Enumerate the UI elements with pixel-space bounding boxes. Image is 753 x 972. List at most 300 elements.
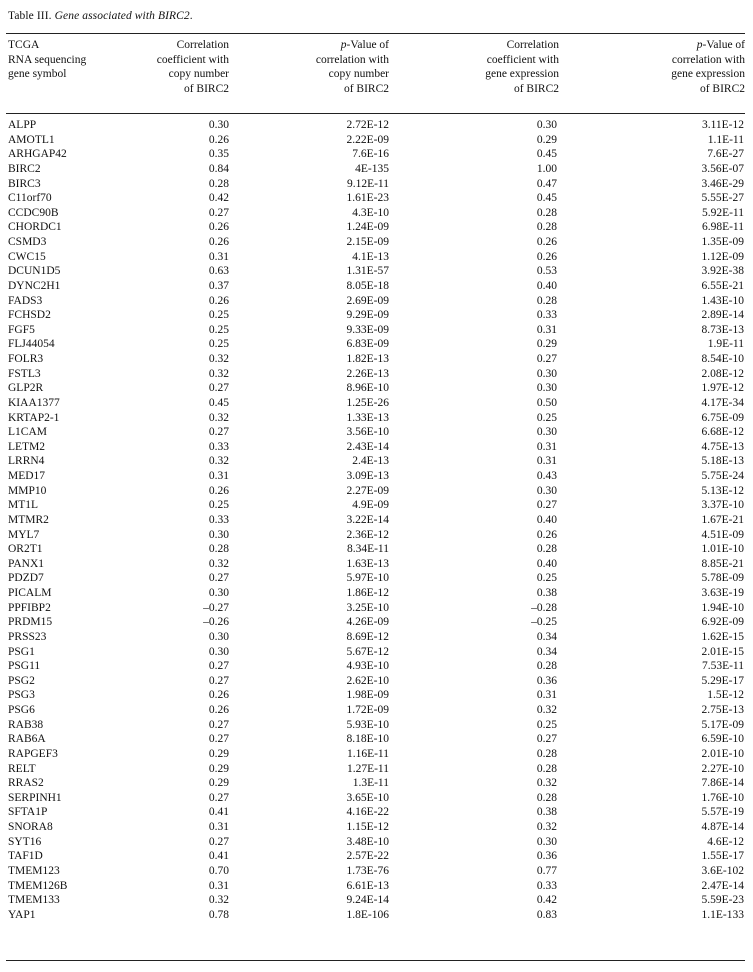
gene-symbol-cell: RELT bbox=[8, 762, 36, 775]
pvalue-gene-expression-cell: 6.92E-09 bbox=[701, 616, 744, 629]
gene-symbol-cell: LETM2 bbox=[8, 440, 46, 453]
corr-gene-expression-cell: 0.25 bbox=[536, 411, 557, 424]
pvalue-copy-number-cell: 2.15E-09 bbox=[346, 236, 389, 248]
corr-copy-number-cell bbox=[126, 381, 229, 396]
corr-copy-number-cell bbox=[126, 323, 229, 338]
pvalue-gene-expression-cell: 7.53E-11 bbox=[701, 660, 744, 673]
gene-symbol-cell: L1CAM bbox=[8, 426, 47, 439]
corr-copy-number-cell bbox=[126, 294, 229, 309]
gene-symbol-cell: TMEM133 bbox=[8, 894, 60, 907]
table-row bbox=[6, 835, 745, 850]
corr-copy-number-value: 0.27 bbox=[208, 835, 229, 848]
pvalue-copy-number-cell: 3.56E-10 bbox=[346, 426, 389, 439]
pvalue-gene-expression-cell: 3.37E-10 bbox=[701, 499, 744, 512]
pvalue-copy-number-cell: 1.61E-23 bbox=[346, 192, 389, 205]
table-row bbox=[6, 879, 745, 894]
table-row bbox=[6, 528, 745, 543]
corr-copy-number-cell bbox=[126, 162, 229, 177]
table-row bbox=[6, 308, 745, 323]
corr-copy-number-value: 0.26 bbox=[208, 133, 229, 146]
pvalue-copy-number-cell: 1.31E-57 bbox=[346, 265, 389, 278]
corr-gene-expression-cell: 0.40 bbox=[536, 513, 557, 526]
corr-copy-number-value: 0.27 bbox=[208, 426, 229, 439]
corr-copy-number-value: 0.26 bbox=[208, 689, 229, 702]
corr-copy-number-value: 0.29 bbox=[208, 762, 229, 775]
table-row bbox=[6, 674, 745, 689]
pvalue-copy-number-cell: 3.22E-14 bbox=[346, 513, 389, 526]
pvalue-gene-expression-cell: 6.59E-10 bbox=[701, 733, 744, 746]
table-row bbox=[6, 352, 745, 367]
gene-symbol-cell: FADS3 bbox=[8, 294, 43, 307]
corr-gene-expression-cell: 0.26 bbox=[536, 236, 557, 248]
table-row bbox=[6, 440, 745, 455]
caption-end: . bbox=[189, 10, 193, 22]
header-pvalue-copy-number: p-Value of correlation with copy number of BIRC2 bbox=[315, 39, 389, 95]
corr-copy-number-value: 0.27 bbox=[208, 660, 229, 673]
corr-copy-number-value: 0.70 bbox=[208, 864, 229, 877]
corr-copy-number-value: 0.29 bbox=[208, 777, 229, 790]
pvalue-copy-number-cell: 4.1E-13 bbox=[352, 250, 389, 263]
gene-symbol-cell: BIRC2 bbox=[8, 162, 41, 175]
corr-copy-number-cell bbox=[126, 718, 229, 733]
gene-symbol-cell: FSTL3 bbox=[8, 367, 41, 380]
gene-table bbox=[6, 38, 745, 922]
pvalue-gene-expression-cell: 7.86E-14 bbox=[701, 777, 744, 790]
bottom-rule bbox=[6, 960, 745, 961]
pvalue-copy-number-cell: 4.9E-09 bbox=[352, 499, 389, 512]
corr-copy-number-cell bbox=[126, 820, 229, 835]
corr-copy-number-value: 0.63 bbox=[208, 265, 229, 278]
corr-copy-number-cell bbox=[126, 250, 229, 265]
corr-copy-number-cell bbox=[126, 425, 229, 440]
table-row bbox=[6, 908, 745, 923]
table-row bbox=[6, 718, 745, 733]
corr-copy-number-value: 0.25 bbox=[208, 338, 229, 351]
corr-copy-number-value: 0.27 bbox=[208, 382, 229, 395]
corr-copy-number-value: 0.41 bbox=[208, 850, 229, 863]
pvalue-copy-number-cell: 2.4E-13 bbox=[352, 455, 389, 468]
pvalue-copy-number-cell: 4E-135 bbox=[355, 162, 389, 175]
corr-gene-expression-cell: 0.28 bbox=[536, 762, 557, 775]
table-row bbox=[6, 381, 745, 396]
table-row bbox=[6, 557, 745, 572]
pvalue-copy-number-cell: 8.05E-18 bbox=[346, 279, 389, 292]
table-row bbox=[6, 177, 745, 192]
corr-copy-number-cell bbox=[126, 308, 229, 323]
corr-gene-expression-cell: 0.29 bbox=[536, 133, 557, 146]
pvalue-gene-expression-cell: 5.57E-19 bbox=[701, 806, 744, 819]
gene-symbol-cell: PSG11 bbox=[8, 660, 41, 673]
corr-copy-number-cell bbox=[126, 791, 229, 806]
corr-copy-number-value: 0.27 bbox=[208, 791, 229, 804]
corr-gene-expression-cell: 0.27 bbox=[536, 499, 557, 512]
corr-copy-number-value: 0.27 bbox=[208, 206, 229, 219]
pvalue-gene-expression-cell: 1.1E-133 bbox=[701, 908, 744, 921]
corr-copy-number-value: 0.32 bbox=[208, 367, 229, 380]
corr-copy-number-value: 0.29 bbox=[208, 747, 229, 760]
gene-symbol-cell: PDZD7 bbox=[8, 572, 44, 585]
pvalue-gene-expression-cell: 3.63E-19 bbox=[701, 587, 744, 599]
pvalue-copy-number-cell: 1.24E-09 bbox=[346, 221, 389, 234]
gene-symbol-cell: KRTAP2-1 bbox=[8, 411, 60, 424]
corr-copy-number-value: 0.25 bbox=[208, 309, 229, 322]
table-row bbox=[6, 220, 745, 235]
pvalue-gene-expression-cell: 1.97E-12 bbox=[701, 382, 744, 395]
gene-symbol-cell: SYT16 bbox=[8, 835, 42, 848]
corr-gene-expression-cell: 0.45 bbox=[536, 192, 557, 205]
corr-copy-number-value: 0.25 bbox=[208, 499, 229, 512]
corr-copy-number-cell bbox=[126, 703, 229, 718]
gene-symbol-cell: FGF5 bbox=[8, 323, 35, 336]
pvalue-gene-expression-cell: 5.78E-09 bbox=[701, 572, 744, 585]
corr-gene-expression-cell: 0.36 bbox=[536, 850, 557, 863]
table-body bbox=[6, 113, 745, 922]
corr-copy-number-value: 0.30 bbox=[208, 119, 229, 131]
corr-gene-expression-cell: 0.38 bbox=[536, 587, 557, 599]
corr-gene-expression-cell: 0.30 bbox=[536, 382, 557, 395]
pvalue-gene-expression-cell: 6.68E-12 bbox=[701, 426, 744, 439]
pvalue-gene-expression-cell: 5.55E-27 bbox=[701, 192, 744, 205]
pvalue-gene-expression-cell: 4.87E-14 bbox=[701, 821, 744, 833]
pvalue-copy-number-cell: 1.86E-12 bbox=[346, 587, 389, 599]
corr-gene-expression-cell: 0.83 bbox=[536, 908, 557, 921]
pvalue-copy-number-cell: 1.8E-106 bbox=[346, 908, 389, 921]
corr-copy-number-value: 0.27 bbox=[208, 733, 229, 746]
gene-symbol-cell: RAB38 bbox=[8, 718, 44, 731]
corr-copy-number-cell bbox=[126, 147, 229, 162]
corr-copy-number-cell bbox=[126, 513, 229, 528]
table-row bbox=[6, 820, 745, 835]
pvalue-gene-expression-cell: 1.35E-09 bbox=[701, 236, 744, 248]
gene-symbol-cell: RAB6A bbox=[8, 733, 46, 746]
corr-copy-number-value: 0.30 bbox=[208, 587, 229, 599]
table-row bbox=[6, 337, 745, 352]
pvalue-gene-expression-cell: 5.75E-24 bbox=[701, 470, 744, 482]
pvalue-gene-expression-cell: 3.56E-07 bbox=[701, 162, 744, 175]
table-row bbox=[6, 571, 745, 586]
header-corr-gene-expression: Correlation coefficient with gene expression of BIRC2 bbox=[485, 39, 559, 95]
pvalue-copy-number-cell: 2.27E-09 bbox=[346, 484, 389, 497]
corr-copy-number-cell bbox=[126, 747, 229, 762]
corr-gene-expression-cell: 0.40 bbox=[536, 279, 557, 292]
corr-copy-number-cell bbox=[126, 528, 229, 543]
table-row bbox=[6, 323, 745, 338]
gene-symbol-cell: RRAS2 bbox=[8, 777, 44, 790]
gene-symbol-cell: OR2T1 bbox=[8, 543, 43, 556]
corr-gene-expression-cell: 1.00 bbox=[536, 162, 557, 175]
pvalue-gene-expression-cell: 1.62E-15 bbox=[701, 630, 744, 643]
corr-copy-number-value: 0.27 bbox=[208, 674, 229, 687]
corr-copy-number-cell bbox=[126, 264, 229, 279]
corr-copy-number-cell bbox=[126, 220, 229, 235]
pvalue-copy-number-cell: 1.33E-13 bbox=[346, 411, 389, 424]
pvalue-gene-expression-cell: 7.6E-27 bbox=[707, 148, 744, 161]
gene-symbol-cell: PSG6 bbox=[8, 704, 35, 716]
corr-copy-number-cell bbox=[126, 177, 229, 192]
pvalue-gene-expression-cell: 2.08E-12 bbox=[701, 367, 744, 380]
pvalue-copy-number-cell: 3.09E-13 bbox=[346, 470, 389, 482]
gene-symbol-cell: ARHGAP42 bbox=[8, 148, 67, 161]
gene-symbol-cell: SNORA8 bbox=[8, 821, 53, 833]
pvalue-copy-number-cell: 1.63E-13 bbox=[346, 557, 389, 570]
pvalue-gene-expression-cell: 6.75E-09 bbox=[701, 411, 744, 424]
corr-gene-expression-cell: 0.53 bbox=[536, 265, 557, 278]
corr-copy-number-cell bbox=[126, 235, 229, 250]
pvalue-gene-expression-cell: 3.11E-12 bbox=[701, 119, 744, 131]
corr-copy-number-cell bbox=[126, 688, 229, 703]
pvalue-gene-expression-cell: 5.13E-12 bbox=[701, 484, 744, 497]
pvalue-copy-number-cell: 5.67E-12 bbox=[346, 645, 389, 658]
corr-copy-number-value: 0.26 bbox=[208, 294, 229, 307]
table-row bbox=[6, 235, 745, 250]
pvalue-copy-number-cell: 2.36E-12 bbox=[346, 528, 389, 541]
corr-gene-expression-cell: 0.30 bbox=[536, 484, 557, 497]
gene-symbol-cell: LRRN4 bbox=[8, 455, 45, 468]
corr-copy-number-value: 0.31 bbox=[208, 250, 229, 263]
corr-copy-number-cell bbox=[126, 498, 229, 513]
pvalue-gene-expression-cell: 1.1E-11 bbox=[707, 133, 744, 146]
corr-copy-number-cell bbox=[126, 337, 229, 352]
pvalue-gene-expression-cell: 2.27E-10 bbox=[701, 762, 744, 775]
gene-symbol-cell: PICALM bbox=[8, 587, 52, 599]
corr-gene-expression-cell: 0.45 bbox=[536, 148, 557, 161]
pvalue-copy-number-cell: 3.65E-10 bbox=[346, 791, 389, 804]
header-pvalue-gene-expression: p-Value of correlation with gene expression of BIRC2 bbox=[671, 39, 745, 95]
gene-symbol-cell: GLP2R bbox=[8, 382, 44, 395]
pvalue-gene-expression-cell: 2.01E-15 bbox=[701, 645, 744, 658]
table-row bbox=[6, 396, 745, 411]
corr-copy-number-cell bbox=[126, 586, 229, 601]
corr-gene-expression-cell: 0.28 bbox=[536, 660, 557, 673]
table-row bbox=[6, 615, 745, 630]
pvalue-copy-number-cell: 3.48E-10 bbox=[346, 835, 389, 848]
table-row bbox=[6, 469, 745, 484]
table-row bbox=[6, 849, 745, 864]
table-row bbox=[6, 191, 745, 206]
gene-symbol-cell: BIRC3 bbox=[8, 177, 41, 190]
pvalue-copy-number-cell: 9.29E-09 bbox=[346, 309, 389, 322]
corr-copy-number-value: 0.33 bbox=[208, 440, 229, 453]
pvalue-copy-number-cell: 8.18E-10 bbox=[346, 733, 389, 746]
pvalue-gene-expression-cell: 4.51E-09 bbox=[701, 528, 744, 541]
corr-gene-expression-cell: 0.30 bbox=[536, 426, 557, 439]
pvalue-gene-expression-cell: 3.92E-38 bbox=[701, 265, 744, 278]
corr-copy-number-cell bbox=[126, 732, 229, 747]
corr-copy-number-value: 0.42 bbox=[208, 192, 229, 205]
table-row bbox=[6, 645, 745, 660]
corr-gene-expression-cell: 0.32 bbox=[536, 777, 557, 790]
pvalue-copy-number-cell: 4.16E-22 bbox=[346, 806, 389, 819]
corr-gene-expression-cell: 0.33 bbox=[536, 879, 557, 892]
table-caption bbox=[8, 10, 193, 22]
corr-copy-number-value: 0.31 bbox=[208, 879, 229, 892]
pvalue-gene-expression-cell: 1.12E-09 bbox=[701, 250, 744, 263]
pvalue-gene-expression-cell: 8.54E-10 bbox=[701, 353, 744, 365]
table-row bbox=[6, 542, 745, 557]
pvalue-copy-number-cell: 2.69E-09 bbox=[346, 294, 389, 307]
gene-symbol-cell: PRSS23 bbox=[8, 630, 47, 643]
gene-symbol-cell: PSG3 bbox=[8, 689, 35, 702]
corr-copy-number-value: 0.78 bbox=[208, 908, 229, 921]
corr-copy-number-cell bbox=[126, 630, 229, 645]
corr-gene-expression-cell: 0.27 bbox=[536, 733, 557, 746]
corr-copy-number-cell bbox=[126, 113, 229, 133]
corr-copy-number-value: 0.30 bbox=[208, 630, 229, 643]
pvalue-copy-number-cell: 1.72E-09 bbox=[346, 704, 389, 716]
pvalue-gene-expression-cell: 3.46E-29 bbox=[701, 177, 744, 190]
corr-copy-number-cell bbox=[126, 352, 229, 367]
pvalue-gene-expression-cell: 8.85E-21 bbox=[701, 557, 744, 570]
corr-gene-expression-cell: 0.25 bbox=[536, 718, 557, 731]
corr-copy-number-value: 0.84 bbox=[208, 162, 229, 175]
pvalue-gene-expression-cell: 2.75E-13 bbox=[701, 704, 744, 716]
pvalue-copy-number-cell: 8.34E-11 bbox=[346, 543, 389, 556]
gene-symbol-cell: FCHSD2 bbox=[8, 309, 51, 322]
corr-copy-number-cell bbox=[126, 849, 229, 864]
corr-copy-number-cell bbox=[126, 367, 229, 382]
corr-copy-number-value: 0.37 bbox=[208, 279, 229, 292]
table-row bbox=[6, 586, 745, 601]
gene-symbol-cell: TMEM123 bbox=[8, 864, 60, 877]
corr-copy-number-value: 0.45 bbox=[208, 396, 229, 409]
pvalue-copy-number-cell: 2.43E-14 bbox=[346, 440, 389, 453]
corr-copy-number-cell bbox=[126, 206, 229, 221]
pvalue-gene-expression-cell: 8.73E-13 bbox=[701, 323, 744, 336]
corr-gene-expression-cell: 0.28 bbox=[536, 221, 557, 234]
table-row bbox=[6, 805, 745, 820]
pvalue-gene-expression-cell: 1.55E-17 bbox=[701, 850, 744, 863]
pvalue-copy-number-cell: 5.97E-10 bbox=[346, 572, 389, 585]
corr-copy-number-value: 0.30 bbox=[208, 645, 229, 658]
pvalue-copy-number-cell: 4.26E-09 bbox=[346, 616, 389, 629]
corr-gene-expression-cell: 0.31 bbox=[536, 323, 557, 336]
corr-gene-expression-cell: 0.29 bbox=[536, 338, 557, 351]
table-row bbox=[6, 133, 745, 148]
table-row bbox=[6, 762, 745, 777]
pvalue-gene-expression-cell: 2.89E-14 bbox=[701, 309, 744, 322]
table-row bbox=[6, 864, 745, 879]
corr-copy-number-value: 0.28 bbox=[208, 177, 229, 190]
corr-gene-expression-cell: 0.50 bbox=[536, 396, 557, 409]
corr-gene-expression-cell: 0.42 bbox=[536, 894, 557, 907]
corr-copy-number-value: 0.26 bbox=[208, 221, 229, 234]
pvalue-gene-expression-cell: 1.5E-12 bbox=[707, 689, 744, 702]
table-row bbox=[6, 747, 745, 762]
corr-gene-expression-cell: 0.40 bbox=[536, 557, 557, 570]
corr-copy-number-cell bbox=[126, 776, 229, 791]
corr-copy-number-cell bbox=[126, 762, 229, 777]
gene-symbol-cell: C11orf70 bbox=[8, 192, 52, 205]
pvalue-copy-number-cell: 2.22E-09 bbox=[346, 133, 389, 146]
corr-copy-number-cell bbox=[126, 133, 229, 148]
corr-gene-expression-cell: 0.28 bbox=[536, 294, 557, 307]
table-row bbox=[6, 484, 745, 499]
pvalue-gene-expression-cell: 4.75E-13 bbox=[701, 440, 744, 453]
pvalue-copy-number-cell: 1.82E-13 bbox=[346, 353, 389, 365]
gene-symbol-cell: ALPP bbox=[8, 119, 37, 131]
gene-symbol-cell: TMEM126B bbox=[8, 879, 68, 892]
gene-symbol-cell: SERPINH1 bbox=[8, 791, 62, 804]
pvalue-gene-expression-cell: 5.18E-13 bbox=[701, 455, 744, 468]
corr-copy-number-value: 0.35 bbox=[208, 148, 229, 161]
table-row bbox=[6, 498, 745, 513]
corr-gene-expression-cell: 0.32 bbox=[536, 821, 557, 833]
corr-copy-number-cell bbox=[126, 484, 229, 499]
corr-gene-expression-cell: 0.31 bbox=[536, 455, 557, 468]
table-row bbox=[6, 688, 745, 703]
corr-copy-number-cell bbox=[126, 396, 229, 411]
gene-symbol-cell: KIAA1377 bbox=[8, 396, 60, 409]
pvalue-copy-number-cell: 2.57E-22 bbox=[346, 850, 389, 863]
table-row bbox=[6, 776, 745, 791]
corr-gene-expression-cell: 0.27 bbox=[536, 353, 557, 365]
pvalue-gene-expression-cell: 3.6E-102 bbox=[701, 864, 744, 877]
corr-gene-expression-cell: 0.25 bbox=[536, 572, 557, 585]
corr-gene-expression-cell: 0.31 bbox=[536, 440, 557, 453]
pvalue-copy-number-cell: 9.33E-09 bbox=[346, 323, 389, 336]
gene-symbol-cell: PPFIBP2 bbox=[8, 601, 51, 614]
pvalue-gene-expression-cell: 4.6E-12 bbox=[707, 835, 744, 848]
table-row bbox=[6, 630, 745, 645]
pvalue-copy-number-cell: 1.25E-26 bbox=[346, 396, 389, 409]
pvalue-gene-expression-cell: 1.94E-10 bbox=[701, 601, 744, 614]
table-row bbox=[6, 367, 745, 382]
gene-symbol-cell: CCDC90B bbox=[8, 206, 59, 219]
table-row bbox=[6, 513, 745, 528]
corr-gene-expression-cell: 0.43 bbox=[536, 470, 557, 482]
corr-copy-number-cell bbox=[126, 571, 229, 586]
gene-symbol-cell: SFTA1P bbox=[8, 806, 48, 819]
corr-gene-expression-cell: 0.38 bbox=[536, 806, 557, 819]
table-row bbox=[6, 601, 745, 616]
gene-symbol-cell: MMP10 bbox=[8, 484, 47, 497]
gene-symbol-cell: PSG1 bbox=[8, 645, 35, 658]
corr-gene-expression-cell: 0.26 bbox=[536, 250, 557, 263]
pvalue-copy-number-cell: 2.72E-12 bbox=[346, 119, 389, 131]
corr-copy-number-cell bbox=[126, 411, 229, 426]
pvalue-copy-number-cell: 1.3E-11 bbox=[352, 777, 389, 790]
corr-gene-expression-cell: 0.28 bbox=[536, 791, 557, 804]
pvalue-gene-expression-cell: 2.01E-10 bbox=[701, 747, 744, 760]
gene-symbol-cell: CSMD3 bbox=[8, 236, 47, 248]
corr-copy-number-value: 0.32 bbox=[208, 557, 229, 570]
corr-copy-number-cell bbox=[126, 440, 229, 455]
corr-gene-expression-cell: 0.30 bbox=[536, 835, 557, 848]
table-row bbox=[6, 147, 745, 162]
table-row bbox=[6, 454, 745, 469]
corr-copy-number-value: 0.32 bbox=[208, 894, 229, 907]
corr-copy-number-value: 0.28 bbox=[208, 543, 229, 556]
gene-symbol-cell: MYL7 bbox=[8, 528, 40, 541]
pvalue-copy-number-cell: 4.93E-10 bbox=[346, 660, 389, 673]
caption-label: Table III. bbox=[8, 10, 52, 22]
pvalue-copy-number-cell: 3.25E-10 bbox=[346, 601, 389, 614]
table-row bbox=[6, 703, 745, 718]
corr-copy-number-value: 0.26 bbox=[208, 484, 229, 497]
table-row bbox=[6, 425, 745, 440]
gene-symbol-cell: MED17 bbox=[8, 470, 46, 482]
corr-copy-number-value: 0.31 bbox=[208, 821, 229, 833]
table-row bbox=[6, 294, 745, 309]
gene-symbol-cell: CHORDC1 bbox=[8, 221, 62, 234]
corr-gene-expression-cell: 0.34 bbox=[536, 645, 557, 658]
gene-symbol-cell: PSG2 bbox=[8, 674, 35, 687]
pvalue-copy-number-cell: 9.24E-14 bbox=[346, 894, 389, 907]
table-row bbox=[6, 893, 745, 908]
corr-copy-number-value: 0.41 bbox=[208, 806, 229, 819]
pvalue-gene-expression-cell: 1.01E-10 bbox=[701, 543, 744, 556]
corr-copy-number-value: 0.27 bbox=[208, 718, 229, 731]
